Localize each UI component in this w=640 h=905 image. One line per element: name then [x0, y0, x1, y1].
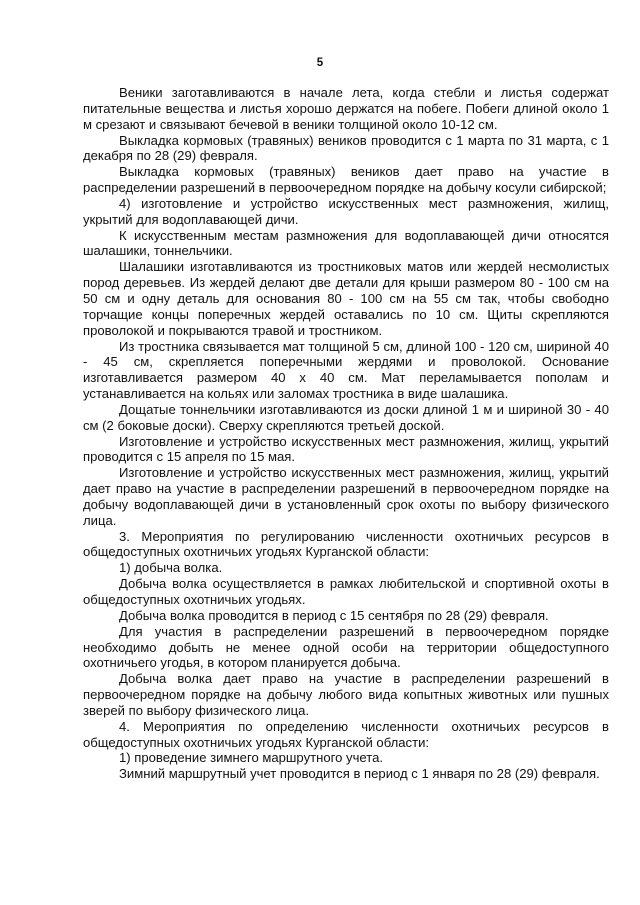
page-number: 5	[316, 57, 324, 69]
document-body	[83, 85, 609, 782]
paragraph-winter-count-period: Зимний маршрутный учет проводится в период с 1 января по 28 (29) февраля.	[119, 766, 600, 782]
paragraph-wolf-hunting-type: Добыча волка осуществляется в рамках любительской и спортивной охоты в общедоступных охотничьих угодьях.	[83, 576, 609, 607]
paragraph-nesting-period: Изготовление и устройство искусственных мест размножения, жилищ, укрытий проводится с 15 апреля по 15 мая.	[83, 433, 609, 465]
paragraph-wolf-period: Добыча волка проводится в период с 15 сентября по 28 (29) февраля.	[119, 607, 549, 623]
paragraph-item-4-nesting-places: 4) изготовление и устройство искусственных мест размножения, жилищ, укрытий для водоплавающей дичи.	[83, 195, 609, 227]
paragraph-brooms-laying-period: Выкладка кормовых (травяных) веников проводится с 1 марта по 31 марта, с 1 декабря по 28 (29) февраля.	[83, 132, 609, 164]
paragraph-wolf-item: 1) добыча волка.	[119, 560, 223, 576]
paragraph-brooms-permit-right: Выкладка кормовых (травяных) веников дает право на участие в распределении разрешений в первоочередном порядке на добычу косули сибирской;	[83, 164, 609, 196]
paragraph-nesting-permit-right: Изготовление и устройство искусственных мест размножения, жилищ, укрытий дает право на участие в распределении разрешений в первоочередном порядке на добычу водоплавающей дичи в установленный срок охоты по выбору физического лица.	[83, 465, 609, 528]
paragraph-plank-tunnels: Дощатые тоннельчики изготавливаются из доски длиной 1 м и шириной 30 - 40 см (2 боковые доски). Сверху скрепляются третьей доской.	[83, 401, 609, 433]
paragraph-nesting-places-types: К искусственным местам размножения для водоплавающей дичи относятся шалашики, тоннельчики.	[83, 227, 609, 259]
paragraph-section-4-heading: 4. Мероприятия по определению численности охотничьих ресурсов в общедоступных охотничьих угодьях Курганской области:	[83, 718, 609, 750]
paragraph-section-3-heading: 3. Мероприятия по регулированию численности охотничьих ресурсов в общедоступных охотничьих угодьях Курганской области:	[83, 528, 609, 560]
paragraph-brooms-harvesting: Веники заготавливаются в начале лета, когда стебли и листья содержат питательные вещества и листья хорошо держатся на побеге. Побеги длиной около 1 м срезают и связывают бечевой в веники толщиной около 10-12 см.	[83, 85, 609, 132]
paragraph-wolf-permit-right: Добыча волка дает право на участие в распределении разрешений в первоочередном порядке на добычу любого вида копытных животных или пушных зверей по выбору физического лица.	[83, 671, 609, 718]
paragraph-wolf-participation: Для участия в распределении разрешений в первоочередном порядке необходимо добыть не менее одной особи на территории общедоступного охотничьего угодья, в котором планируется добыча.	[83, 623, 609, 671]
paragraph-winter-count-item: 1) проведение зимнего маршрутного учета.	[119, 750, 384, 766]
paragraph-shalashiki-construction: Шалашики изготавливаются из тростниковых матов или жердей несмолистых пород деревьев. Из жердей делают две детали для крыши размером 80 - 100 см на 50 см и одну деталь для основания 80 - 100 см на 55 см так, чтобы свободно торчащие концы поперечных жердей оставались по 10 см. Щиты скрепляются проволокой и покрываются травой и тростником.	[83, 259, 609, 338]
paragraph-reed-mat: Из тростника связывается мат толщиной 5 см, длиной 100 - 120 см, шириной 40 - 45 см, скрепляется поперечными жердями и проволокой. Основание изготавливается размером 40 х 40 см. Мат переламывается пополам и устанавливается на кольях или заломах тростника в виде шалашика.	[83, 338, 609, 402]
